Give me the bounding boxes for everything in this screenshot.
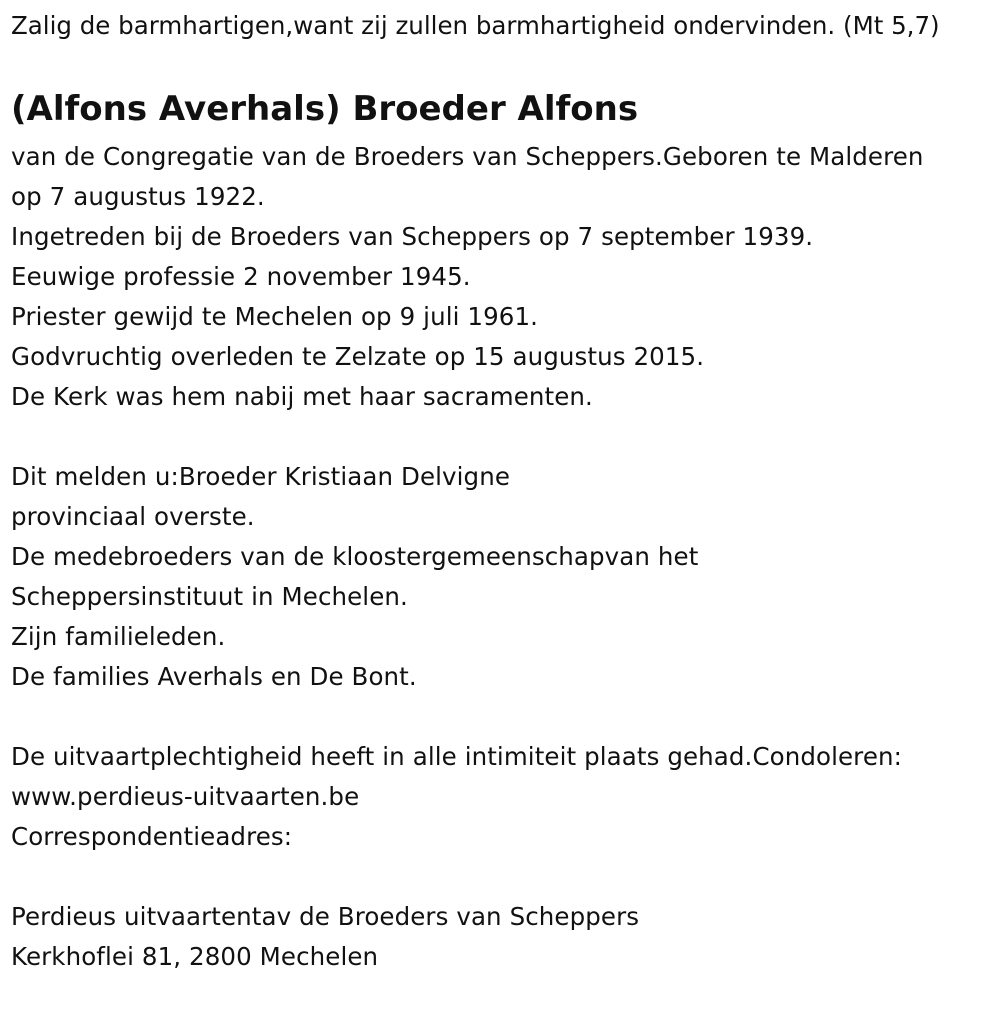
bio-line: van de Congregatie van de Broeders van Scheppers.Geboren te Malderen (11, 142, 924, 171)
condolence-website-link[interactable]: www.perdieus-uitvaarten.be (11, 782, 360, 811)
bio-line: Ingetreden bij de Broeders van Scheppers op 7 september 1939. (11, 222, 814, 251)
bible-quote: Zalig de barmhartigen,want zij zullen barmhartigheid ondervinden. (Mt 5,7) (11, 11, 940, 40)
obituary-document (11, 0, 991, 977)
paragraph-spacer (11, 417, 991, 457)
announcer-line: De families Averhals en De Bont. (11, 662, 417, 691)
announcers-section (11, 457, 991, 697)
funeral-line: De uitvaartplechtigheid heeft in alle intimiteit plaats gehad.Condoleren: (11, 742, 902, 771)
announcer-line: Scheppersinstituut in Mechelen. (11, 582, 408, 611)
bio-line: Godvruchtig overleden te Zelzate op 15 augustus 2015. (11, 342, 705, 371)
obituary-title: (Alfons Averhals) Broeder Alfons (11, 89, 639, 129)
address-line: Kerkhoflei 81, 2800 Mechelen (11, 942, 379, 971)
bio-line: Priester gewijd te Mechelen op 9 juli 1961. (11, 302, 539, 331)
announcer-line: De medebroeders van de kloostergemeenschapvan het (11, 542, 699, 571)
funeral-section (11, 737, 991, 857)
address-section (11, 897, 991, 977)
correspondence-label: Correspondentieadres: (11, 822, 293, 851)
announcer-line: provinciaal overste. (11, 502, 255, 531)
announcer-line: Dit melden u:Broeder Kristiaan Delvigne (11, 462, 510, 491)
bio-line: Eeuwige professie 2 november 1945. (11, 262, 471, 291)
address-line: Perdieus uitvaartentav de Broeders van Scheppers (11, 902, 640, 931)
paragraph-spacer (11, 857, 991, 897)
bio-line: op 7 augustus 1922. (11, 182, 265, 211)
bio-line: De Kerk was hem nabij met haar sacramenten. (11, 382, 593, 411)
biography-section (11, 137, 991, 417)
announcer-line: Zijn familieleden. (11, 622, 226, 651)
paragraph-spacer (11, 697, 991, 737)
